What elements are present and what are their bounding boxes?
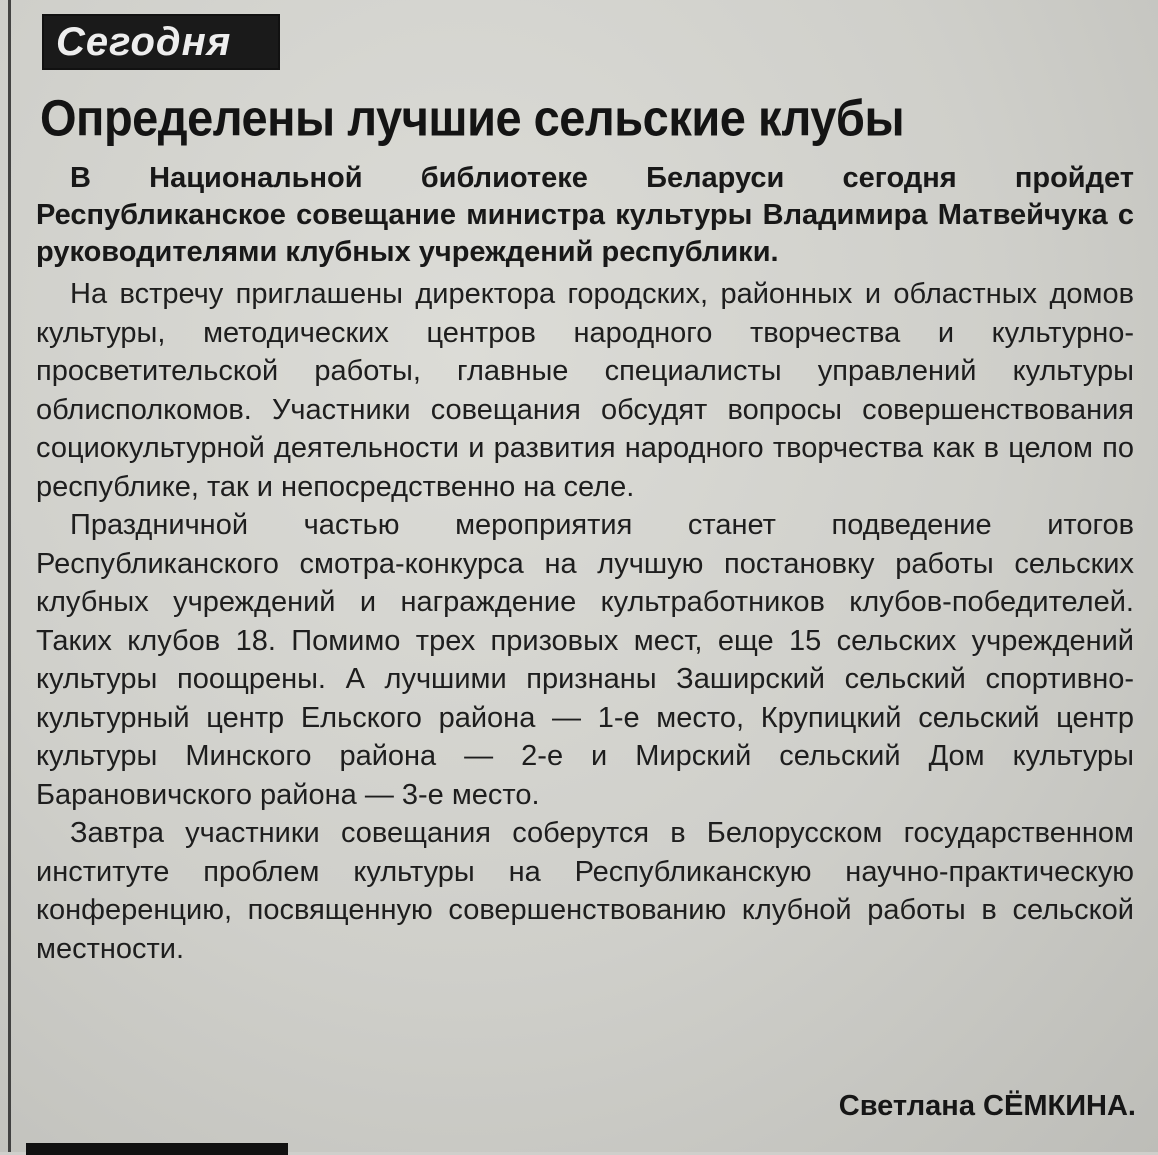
article-paragraph: Завтра участники совещания соберутся в Белорусском государственном институте проблем культуры на Республиканскую научно-практическую конференцию, посвященную совершенствованию клубной работы в сельской местности.	[36, 817, 1134, 965]
article-paragraph: Праздничной частью мероприятия станет подведение итогов Республиканского смотра-конкурса на лучшую постановку работы сельских клубных учреждений и награждение культработников клубов-победителей. Таких клубов 18. Помимо трех призовых мест, еще 15 сельских учреждений культуры поощрены. А лучшими признаны Заширский сельский спортивно-культурный центр Ельского района — 1-е место, Крупицкий сельский центр культуры Минского района — 2-е и Мирский сельский Дом культуры Барановичского района — 3-е место.	[36, 509, 1134, 811]
next-section-bar	[26, 1143, 288, 1155]
article-body	[36, 160, 1134, 968]
section-label-text: Сегодня	[56, 20, 232, 64]
article-lead: В Национальной библиотеке Беларуси сегодня пройдет Республиканское совещание министра культуры Владимира Матвейчука с руководителями клубных учреждений республики.	[36, 162, 1134, 268]
article-author: Светлана СЁМКИНА.	[838, 1090, 1136, 1122]
article-headline: Определены лучшие сельские клубы	[40, 89, 905, 147]
column-divider	[8, 0, 11, 1152]
article-paragraph: На встречу приглашены директора городских, районных и областных домов культуры, методических центров народного творчества и культурно-просветительской работы, главные специалисты управлений культуры облисполкомов. Участники совещания обсудят вопросы совершенствования социокультурной деятельности и развития народного творчества как в целом по республике, так и непосредственно на селе.	[36, 278, 1134, 503]
section-label	[42, 14, 280, 70]
